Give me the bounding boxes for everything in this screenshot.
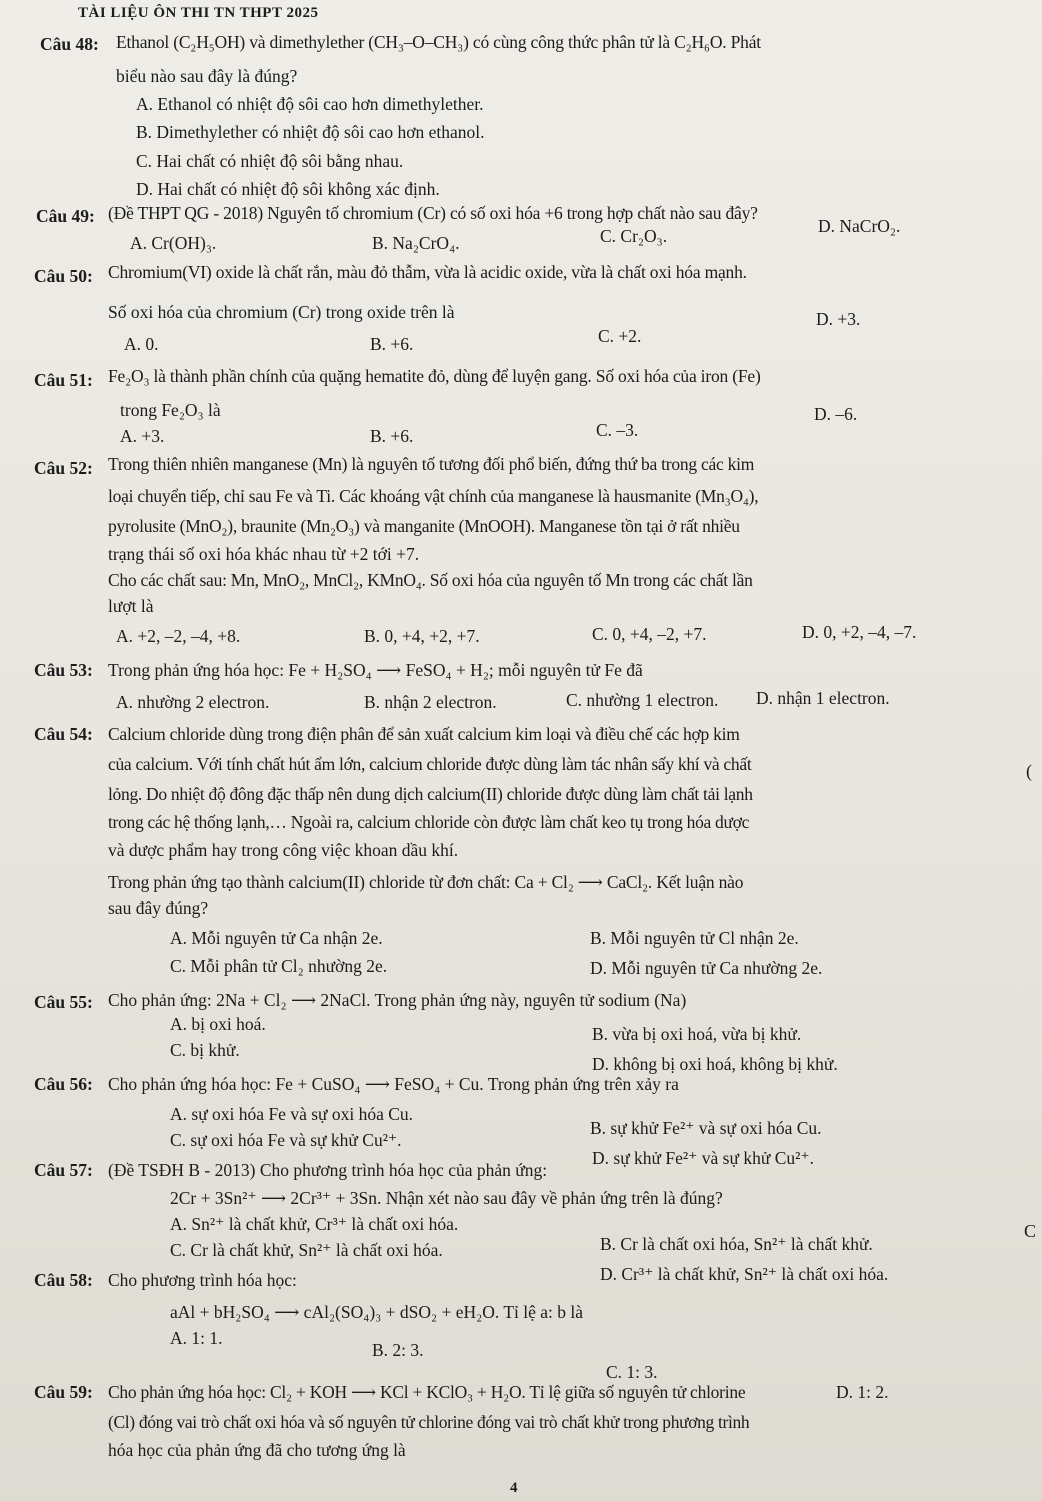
question-51-option-c: C. –3. bbox=[596, 420, 639, 440]
question-48-label: Câu 48: bbox=[40, 34, 99, 54]
question-48-option-d: D. Hai chất có nhiệt độ sôi không xác định. bbox=[136, 179, 440, 199]
question-54-text: Calcium chloride dùng trong điện phân để sản xuất calcium kim loại và điều chế các hợp kim bbox=[108, 724, 740, 744]
question-54-label: Câu 54: bbox=[34, 724, 93, 744]
question-49-option-b: B. Na₂CrO₄. bbox=[372, 233, 460, 253]
question-52-label: Câu 52: bbox=[34, 458, 93, 478]
question-48-option-a: A. Ethanol có nhiệt độ sôi cao hơn dimethylether. bbox=[136, 94, 484, 114]
document-header: TÀI LIỆU ÔN THI TN THPT 2025 bbox=[78, 5, 319, 21]
question-52-text-cont: lượt là bbox=[108, 596, 154, 616]
question-50-label: Câu 50: bbox=[34, 266, 93, 286]
question-51-text: Fe₂O₃ là thành phần chính của quặng hematite đỏ, dùng để luyện gang. Số oxi hóa của iron (Fe) bbox=[108, 366, 761, 386]
question-48-text-cont: biểu nào sau đây là đúng? bbox=[116, 66, 298, 86]
question-56-option-d: D. sự khử Fe²⁺ và sự khử Cu²⁺. bbox=[592, 1148, 814, 1168]
question-57-option-c: C. Cr là chất khử, Sn²⁺ là chất oxi hóa. bbox=[170, 1240, 443, 1260]
cut-off-edge-mark: C bbox=[1024, 1221, 1037, 1241]
page-number: 4 bbox=[510, 1480, 518, 1496]
question-57-option-b: B. Cr là chất oxi hóa, Sn²⁺ là chất khử. bbox=[600, 1234, 873, 1254]
question-56-option-c: C. sự oxi hóa Fe và sự khử Cu²⁺. bbox=[170, 1130, 402, 1150]
question-53-text: Trong phản ứng hóa học: Fe + H₂SO₄ ⟶ FeSO₄ + H₂; mỗi nguyên tử Fe đã bbox=[108, 660, 643, 680]
question-54-option-d: D. Mỗi nguyên tử Ca nhường 2e. bbox=[590, 958, 823, 978]
question-55-option-d: D. không bị oxi hoá, không bị khử. bbox=[592, 1054, 838, 1074]
question-50-option-d: D. +3. bbox=[816, 309, 861, 329]
question-52-option-c: C. 0, +4, –2, +7. bbox=[592, 624, 707, 644]
question-52-option-d: D. 0, +2, –4, –7. bbox=[802, 622, 917, 642]
question-59-text: Cho phản ứng hóa học: Cl₂ + KOH ⟶ KCl + KClO₃ + H₂O. Tỉ lệ giữa số nguyên tử chlorine bbox=[108, 1382, 746, 1402]
question-52-text-cont: pyrolusite (MnO₂), braunite (Mn₂O₃) và manganite (MnOOH). Manganese tồn tại ở rất nhiều bbox=[108, 516, 740, 536]
question-56-option-a: A. sự oxi hóa Fe và sự oxi hóa Cu. bbox=[170, 1104, 414, 1124]
question-48-option-c: C. Hai chất có nhiệt độ sôi bằng nhau. bbox=[136, 151, 404, 171]
question-58-option-c: C. 1: 3. bbox=[606, 1362, 658, 1382]
question-53-option-c: C. nhường 1 electron. bbox=[566, 690, 719, 710]
question-54-text-cont: trong các hệ thống lạnh,… Ngoài ra, calcium chloride còn được làm chất keo tụ trong hóa dược bbox=[108, 812, 750, 832]
question-48-option-b: B. Dimethylether có nhiệt độ sôi cao hơn ethanol. bbox=[136, 122, 485, 142]
question-49-option-d: D. NaCrO₂. bbox=[818, 216, 901, 236]
question-54-option-b: B. Mỗi nguyên tử Cl nhận 2e. bbox=[590, 928, 799, 948]
question-58-option-d: D. 1: 2. bbox=[836, 1382, 889, 1402]
question-59-label: Câu 59: bbox=[34, 1382, 93, 1402]
question-53-option-a: A. nhường 2 electron. bbox=[116, 692, 270, 712]
question-56-option-b: B. sự khử Fe²⁺ và sự oxi hóa Cu. bbox=[590, 1118, 822, 1138]
question-50-option-b: B. +6. bbox=[370, 334, 414, 354]
question-52-option-a: A. +2, –2, –4, +8. bbox=[116, 626, 241, 646]
question-54-text-cont: của calcium. Với tính chất hút ẩm lớn, calcium chloride được dùng làm tác nhân sấy khí và chất bbox=[108, 754, 752, 774]
question-51-text-cont: trong Fe₂O₃ là bbox=[120, 400, 221, 420]
question-54-option-c: C. Mỗi phân tử Cl₂ nhường 2e. bbox=[170, 956, 388, 976]
question-58-option-a: A. 1: 1. bbox=[170, 1328, 223, 1348]
question-57-option-a: A. Sn²⁺ là chất khử, Cr³⁺ là chất oxi hóa. bbox=[170, 1214, 459, 1234]
question-53-option-d: D. nhận 1 electron. bbox=[756, 688, 890, 708]
question-59-text-cont: (Cl) đóng vai trò chất oxi hóa và số nguyên tử chlorine đóng vai trò chất khử trong phương trình bbox=[108, 1412, 750, 1432]
question-50-option-a: A. 0. bbox=[124, 334, 159, 354]
question-55-text: Cho phản ứng: 2Na + Cl₂ ⟶ 2NaCl. Trong phản ứng này, nguyên tử sodium (Na) bbox=[108, 990, 687, 1010]
question-55-label: Câu 55: bbox=[34, 992, 93, 1012]
question-51-option-a: A. +3. bbox=[120, 426, 165, 446]
question-59-text-cont: hóa học của phản ứng đã cho tương ứng là bbox=[108, 1440, 406, 1460]
question-53-option-b: B. nhận 2 electron. bbox=[364, 692, 497, 712]
question-58-option-b: B. 2: 3. bbox=[372, 1340, 424, 1360]
question-48-text: Ethanol (C₂H₅OH) và dimethylether (CH₃–O–CH₃) có cùng công thức phân tử là C₂H₆O. Phát bbox=[116, 32, 761, 52]
question-51-option-b: B. +6. bbox=[370, 426, 414, 446]
question-52-text-cont: trạng thái số oxi hóa khác nhau từ +2 tới +7. bbox=[108, 544, 420, 564]
question-52-text-cont: Cho các chất sau: Mn, MnO₂, MnCl₂, KMnO₄. Số oxi hóa của nguyên tố Mn trong các chất lần bbox=[108, 570, 753, 590]
question-52-text: Trong thiên nhiên manganese (Mn) là nguyên tố tương đối phổ biến, đứng thứ ba trong các kim bbox=[108, 454, 755, 474]
question-54-text-cont: sau đây đúng? bbox=[108, 898, 209, 918]
question-51-option-d: D. –6. bbox=[814, 404, 858, 424]
question-56-label: Câu 56: bbox=[34, 1074, 93, 1094]
question-56-text: Cho phản ứng hóa học: Fe + CuSO₄ ⟶ FeSO₄ + Cu. Trong phản ứng trên xảy ra bbox=[108, 1074, 679, 1094]
question-57-option-d: D. Cr³⁺ là chất khử, Sn²⁺ là chất oxi hóa. bbox=[600, 1264, 889, 1284]
question-55-option-a: A. bị oxi hoá. bbox=[170, 1014, 266, 1034]
question-58-label: Câu 58: bbox=[34, 1270, 93, 1290]
question-54-text-cont: lỏng. Do nhiệt độ đông đặc thấp nên dung dịch calcium(II) chloride được dùng làm chất tải lạnh bbox=[108, 784, 753, 804]
question-55-option-b: B. vừa bị oxi hoá, vừa bị khử. bbox=[592, 1024, 802, 1044]
question-57-text: (Đề TSĐH B - 2013) Cho phương trình hóa học của phản ứng: bbox=[108, 1160, 548, 1180]
question-49-option-a: A. Cr(OH)₃. bbox=[130, 233, 217, 253]
question-49-text: (Đề THPT QG - 2018) Nguyên tố chromium (Cr) có số oxi hóa +6 trong hợp chất nào sau đây? bbox=[108, 203, 758, 223]
question-52-option-b: B. 0, +4, +2, +7. bbox=[364, 626, 480, 646]
question-54-text-cont: và dược phẩm hay trong công việc khoan dầu khí. bbox=[108, 840, 459, 860]
question-52-text-cont: loại chuyển tiếp, chỉ sau Fe và Ti. Các khoáng vật chính của manganese là hausmanite (Mn₃O₄), bbox=[108, 486, 759, 506]
question-51-label: Câu 51: bbox=[34, 370, 93, 390]
question-58-text: Cho phương trình hóa học: bbox=[108, 1270, 297, 1290]
question-50-text-cont: Số oxi hóa của chromium (Cr) trong oxide trên là bbox=[108, 302, 455, 322]
question-57-equation: 2Cr + 3Sn²⁺ ⟶ 2Cr³⁺ + 3Sn. Nhận xét nào sau đây về phản ứng trên là đúng? bbox=[170, 1188, 723, 1208]
question-54-option-a: A. Mỗi nguyên tử Ca nhận 2e. bbox=[170, 928, 383, 948]
cut-off-edge-mark: ( bbox=[1026, 761, 1032, 781]
question-58-equation: aAl + bH₂SO₄ ⟶ cAl₂(SO₄)₃ + dSO₂ + eH₂O. Tỉ lệ a: b là bbox=[170, 1302, 584, 1322]
question-50-option-c: C. +2. bbox=[598, 326, 642, 346]
question-49-option-c: C. Cr₂O₃. bbox=[600, 226, 668, 246]
question-57-label: Câu 57: bbox=[34, 1160, 93, 1180]
question-49-label: Câu 49: bbox=[36, 206, 95, 226]
question-55-option-c: C. bị khử. bbox=[170, 1040, 240, 1060]
question-50-text: Chromium(VI) oxide là chất rắn, màu đỏ thẫm, vừa là acidic oxide, vừa là chất oxi hóa mạnh. bbox=[108, 262, 747, 282]
question-54-text-cont: Trong phản ứng tạo thành calcium(II) chloride từ đơn chất: Ca + Cl₂ ⟶ CaCl₂. Kết luận nào bbox=[108, 872, 744, 892]
question-53-label: Câu 53: bbox=[34, 660, 93, 680]
